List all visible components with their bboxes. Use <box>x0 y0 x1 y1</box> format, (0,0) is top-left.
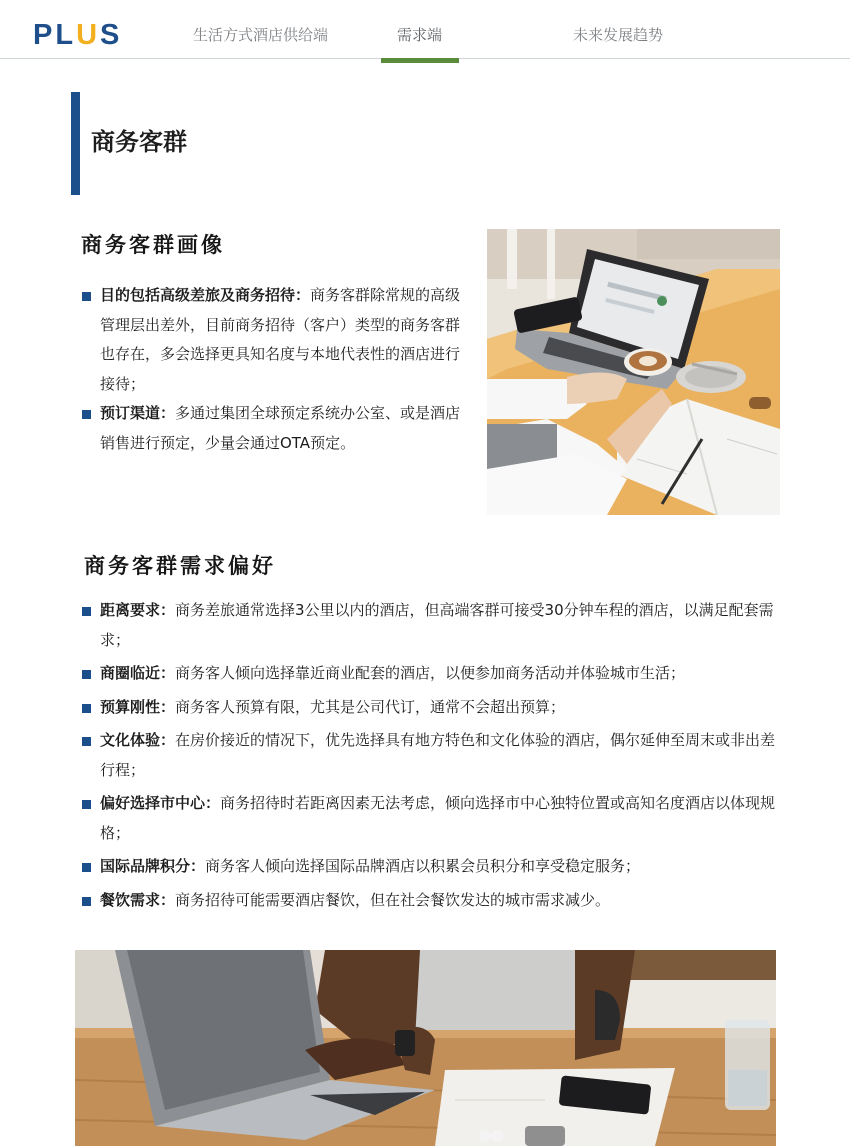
nav-tab-demand[interactable]: 需求端 <box>397 26 443 44</box>
business-laptop-coffee-photo <box>487 229 780 515</box>
nav-tab-supply[interactable]: 生活方式酒店供给端 <box>193 26 329 44</box>
list-item: 国际品牌积分：商务客人倾向选择国际品牌酒店以积累会员积分和享受稳定服务； <box>82 852 782 882</box>
list-item: 文化体验：在房价接近的情况下，优先选择具有地方特色和文化体验的酒店，偶尔延伸至周末或非出差行程； <box>82 726 782 785</box>
portrait-heading: 商务客群画像 <box>81 233 225 257</box>
preference-heading: 商务客群需求偏好 <box>84 554 276 578</box>
business-typing-laptop-photo <box>75 950 776 1146</box>
plus-logo[interactable] <box>33 19 122 52</box>
section-accent-bar <box>71 92 80 195</box>
nav-tab-trends[interactable]: 未来发展趋势 <box>573 26 664 44</box>
active-tab-indicator <box>381 58 459 63</box>
list-item: 距离要求：商务差旅通常选择3公里以内的酒店，但高端客群可接受30分钟车程的酒店，以满足配套需求； <box>82 596 782 655</box>
list-item: 目的包括高级差旅及商务招待：商务客群除常规的高级管理层出差外，目前商务招待（客户）类型的商务客群也存在，多会选择更具知名度与本地代表性的酒店进行接待； <box>82 281 467 399</box>
list-item: 餐饮需求：商务招待可能需要酒店餐饮，但在社会餐饮发达的城市需求减少。 <box>82 886 782 916</box>
list-item: 预订渠道：多通过集团全球预定系统办公室、或是酒店销售进行预定，少量会通过OTA预定。 <box>82 399 467 458</box>
list-item: 偏好选择市中心：商务招待时若距离因素无法考虑，倾向选择市中心独特位置或高知名度酒店以体现规格； <box>82 789 782 848</box>
list-item: 预算刚性：商务客人预算有限，尤其是公司代订，通常不会超出预算； <box>82 693 782 723</box>
logo-wordmark: PLUS <box>33 19 123 51</box>
section-title: 商务客群 <box>91 128 187 156</box>
list-item: 商圈临近：商务客人倾向选择靠近商业配套的酒店，以便参加商务活动并体验城市生活； <box>82 659 782 689</box>
preference-list <box>82 596 782 915</box>
portrait-list <box>82 281 467 458</box>
top-nav-bar <box>0 0 850 59</box>
